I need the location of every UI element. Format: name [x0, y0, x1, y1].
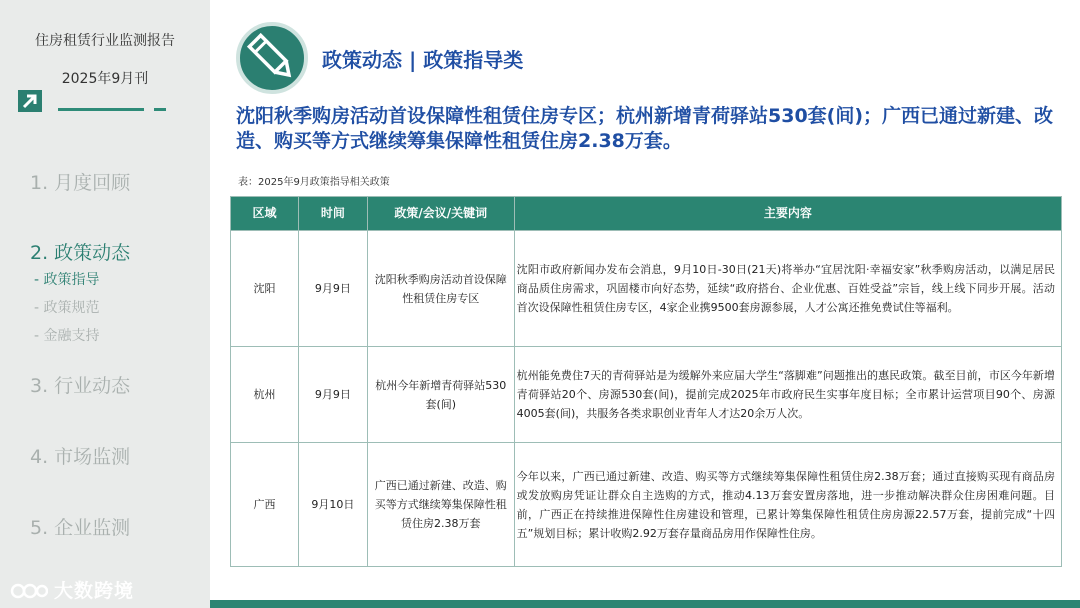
nav-sub-financial-support[interactable]: - 金融支持 [34, 328, 100, 344]
column-header-content: 主要内容 [514, 197, 1061, 231]
cell-content: 今年以来，广西已通过新建、改造、购买等方式继续筹集保障性租赁住房2.38万套；通过直接购买现有商品房或发放购房凭证让群众自主选购的方式，推动4.13万套安置房落地，进一步推动解决群众住房困难问题。目前，广西正在持续推进保障性住房建设和管理，已累计筹集保障性租赁住房房源22.57万套，提前完成“十四五”规划目标；累计收购2.92万套存量商品房用作保障性住房。 [514, 443, 1061, 567]
cell-keyword: 广西已通过新建、改造、购买等方式继续筹集保障性租赁住房2.38万套 [367, 443, 514, 567]
pencil-icon [240, 26, 304, 90]
table-header-row [231, 197, 1062, 231]
nav-item-policy-dynamics[interactable]: 2. 政策动态 [30, 242, 131, 264]
brand-logo-icon [10, 579, 48, 601]
divider [58, 108, 144, 111]
nav-item-monthly-review[interactable]: 1. 月度回顾 [30, 172, 131, 194]
cell-region: 沈阳 [231, 231, 299, 347]
cell-region: 杭州 [231, 347, 299, 443]
brand-watermark [10, 576, 134, 603]
column-header-region: 区域 [231, 197, 299, 231]
headline: 沈阳秋季购房活动首设保障性租赁住房专区；杭州新增青荷驿站530套(间)；广西已通过新建、改造、购买等方式继续筹集保障性租赁住房2.38万套。 [236, 105, 1054, 152]
nav-item-industry-dynamics[interactable]: 3. 行业动态 [30, 375, 131, 397]
table-row [231, 231, 1062, 347]
cell-keyword: 杭州今年新增青荷驿站530套(间) [367, 347, 514, 443]
arrow-up-right-icon [18, 90, 42, 112]
section-title: 政策动态 | 政策指导类 [322, 48, 524, 72]
cell-keyword: 沈阳秋季购房活动首设保障性租赁住房专区 [367, 231, 514, 347]
policy-table [230, 196, 1062, 567]
cell-date: 9月9日 [298, 347, 367, 443]
table-caption: 表：2025年9月政策指导相关政策 [238, 177, 390, 188]
nav-sub-policy-guidance[interactable]: - 政策指导 [34, 272, 100, 288]
brand-text: 大数跨境 [54, 580, 135, 602]
section-badge [236, 22, 308, 94]
nav-item-market-monitoring[interactable]: 4. 市场监测 [30, 446, 131, 468]
footer-bar [210, 600, 1080, 608]
report-issue: 2025年9月刊 [61, 71, 149, 87]
nav-item-enterprise-monitoring[interactable]: 5. 企业监测 [30, 517, 131, 539]
sidebar [0, 0, 210, 608]
cell-date: 9月10日 [298, 443, 367, 567]
cell-date: 9月9日 [298, 231, 367, 347]
cell-content: 沈阳市政府新闻办发布会消息，9月10日-30日(21天)将举办“宜居沈阳·幸福安家”秋季购房活动，以满足居民商品质住房需求，巩固楼市向好态势，延续“政府搭台、企业优惠、百姓受益”宗旨，线上线下同步开展。活动首次设保障性租赁住房专区，4家企业携9500套房源参展，人才公寓还推免费试住等福利。 [514, 231, 1061, 347]
column-header-keyword: 政策/会议/关键词 [367, 197, 514, 231]
table-row [231, 443, 1062, 567]
cell-region: 广西 [231, 443, 299, 567]
divider [154, 108, 166, 111]
nav-sub-policy-regulation[interactable]: - 政策规范 [34, 300, 100, 316]
report-title: 住房租赁行业监测报告 [35, 33, 175, 49]
column-header-date: 时间 [298, 197, 367, 231]
cell-content: 杭州能免费住7天的青荷驿站是为缓解外来应届大学生“落脚难”问题推出的惠民政策。截至目前，市区今年新增青荷驿站20个、房源530套(间)，提前完成2025年市政府民生实事年度目标；全市累计运营项目90个、房源4005套(间)，共服务各类求职创业青年人才达20余万人次。 [514, 347, 1061, 443]
table-row [231, 347, 1062, 443]
